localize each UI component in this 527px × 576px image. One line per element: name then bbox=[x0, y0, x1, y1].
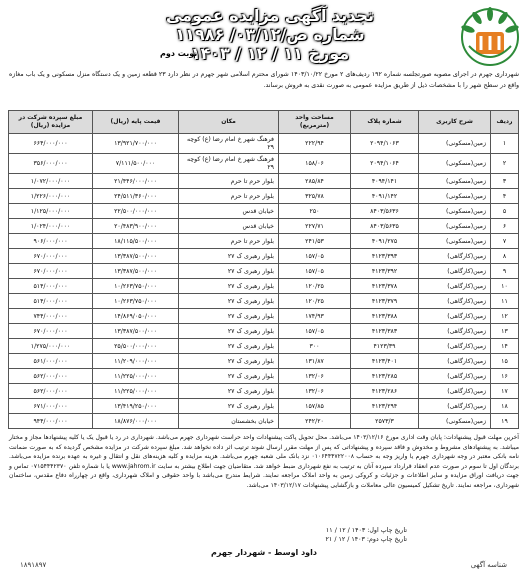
table-cell: ۲۰/۴۸۳/۹۰۰/۰۰۰ bbox=[93, 219, 179, 234]
table-cell: بلوار رهبری ک ۲۷ bbox=[179, 264, 279, 279]
table-cell: ۲ bbox=[491, 154, 519, 174]
table-cell: زمین(کارگاهی) bbox=[419, 294, 491, 309]
table-cell: ۱۸ bbox=[491, 399, 519, 414]
table-cell: ۲۴۱/۵۳ bbox=[279, 234, 351, 249]
table-cell: بلوار رهبری ک ۲۷ bbox=[179, 384, 279, 399]
table-cell: ۱۰/۲۶۳/۷۵۰/۰۰۰ bbox=[93, 294, 179, 309]
table-body bbox=[9, 134, 519, 429]
table-cell: بلوار رهبری ک ۲۷ bbox=[179, 279, 279, 294]
table-cell: بلوار رهبری ک ۲۷ bbox=[179, 339, 279, 354]
column-header: مکان bbox=[179, 111, 279, 134]
column-header: شرح کاربری bbox=[419, 111, 491, 134]
table-cell: ۱/۱۲۵/۰۰۰/۰۰۰ bbox=[9, 204, 93, 219]
table-cell: ۵۱۴/۰۰۰/۰۰۰ bbox=[9, 294, 93, 309]
table-cell: ۱۲۰/۲۵ bbox=[279, 279, 351, 294]
table-cell: زمین(کارگاهی) bbox=[419, 264, 491, 279]
table-cell: زمین(مسکونی) bbox=[419, 134, 491, 154]
table-cell: ۱۲ bbox=[491, 309, 519, 324]
table-cell: ۹۰۶/۰۰۰/۰۰۰ bbox=[9, 234, 93, 249]
table-cell: ۳ bbox=[491, 174, 519, 189]
table-cell: ۱۳/۳۸۷/۵۰۰/۰۰۰ bbox=[93, 249, 179, 264]
table-cell: فرهنگ شهر خ امام رضا (ع) کوچه ۲۹ bbox=[179, 134, 279, 154]
table-cell: ۴۰۹۱/۱۴۲ bbox=[351, 189, 419, 204]
table-cell: ۵۶۱/۰۰۰/۰۰۰ bbox=[9, 354, 93, 369]
table-cell: ۱۱/۲۰۹/۰۰۰/۰۰۰ bbox=[93, 354, 179, 369]
table-cell: زمین(مسکونی) bbox=[419, 189, 491, 204]
table-row bbox=[9, 174, 519, 189]
table-cell: ۱۵۷/۰۵ bbox=[279, 264, 351, 279]
table-cell: ۳۰۰ bbox=[279, 339, 351, 354]
table-cell: زمین(مسکونی) bbox=[419, 204, 491, 219]
table-row bbox=[9, 324, 519, 339]
table-cell: ۴ bbox=[491, 189, 519, 204]
intro-paragraph: شهرداری جهرم در اجرای مصوبه صورتجلسه شماره ۱۹۲ ردیف‌های ۲ مورخ ۱۴۰۳/۱۰/۲۲ شورای محترم اسلامی شهر جهرم در نظر دارد ۲۳ قطعه زمین و یک دستگاه منزل مسکونی و یک باب مغازه واقع در سطح شهر را با مشخصات ذیل از طریق مزایده عمومی به صورت نقدی به فروش برساند. bbox=[9, 71, 519, 89]
table-cell: خیابان قدس bbox=[179, 219, 279, 234]
table-row bbox=[9, 309, 519, 324]
table-cell: ۱۳۲/۰۶ bbox=[279, 369, 351, 384]
table-cell: ۶۷۰/۰۰۰/۰۰۰ bbox=[9, 264, 93, 279]
table-cell: خیابان بخشستان bbox=[179, 414, 279, 429]
table-cell: ۶۶۴/۰۰۰/۰۰۰ bbox=[9, 134, 93, 154]
table-cell: ۱۷۴/۹۳ bbox=[279, 309, 351, 324]
notice-date: مورخ ۱۱ / ۱۲ / ۱۴۰۳ bbox=[190, 44, 350, 63]
table-cell: ۱۶ bbox=[491, 369, 519, 384]
notice-id: ۱۸۹۱۸۹۷ bbox=[20, 561, 47, 569]
table-cell: ۱۳ bbox=[491, 324, 519, 339]
table-cell: ۱۳۱/۸۷ bbox=[279, 354, 351, 369]
table-cell: ۹۴۴/۰۰۰/۰۰۰ bbox=[9, 414, 93, 429]
column-header: قیمت پایه (ریال) bbox=[93, 111, 179, 134]
table-cell: ۱۵۷/۰۵ bbox=[279, 324, 351, 339]
column-header: شماره پلاک bbox=[351, 111, 419, 134]
table-row bbox=[9, 189, 519, 204]
table-row bbox=[9, 204, 519, 219]
table-cell: بلوار رهبری ک ۲۷ bbox=[179, 399, 279, 414]
table-cell: ۲۲/۵۰۰/۰۰۰/۰۰۰ bbox=[93, 204, 179, 219]
table-cell: ۱/۲۷۵/۰۰۰/۰۰۰ bbox=[9, 339, 93, 354]
turn-badge: نوبت دوم bbox=[160, 49, 198, 58]
table-cell: زمین(کارگاهی) bbox=[419, 279, 491, 294]
table-row bbox=[9, 234, 519, 249]
table-cell: ۱۵۷/۰۵ bbox=[279, 249, 351, 264]
table-cell: ۷ bbox=[491, 234, 519, 249]
table-row bbox=[9, 154, 519, 174]
table-cell: ۶۷۰/۰۰۰/۰۰۰ bbox=[9, 249, 93, 264]
table-row bbox=[9, 354, 519, 369]
table-cell: فرهنگ شهر خ امام رضا (ع) کوچه ۲۹ bbox=[179, 154, 279, 174]
table-cell: زمین(مسکونی) bbox=[419, 219, 491, 234]
table-row bbox=[9, 339, 519, 354]
table-cell: ۴۱۲۳/۳۷۹ bbox=[351, 294, 419, 309]
table-cell: خیابان قدس bbox=[179, 204, 279, 219]
notice-id-label: شناسه آگهی bbox=[470, 561, 507, 569]
table-cell: ۱۱/۲۲۵/۰۰۰/۰۰۰ bbox=[93, 369, 179, 384]
table-cell: ۵ bbox=[491, 204, 519, 219]
table-cell: ۴۱۲۳/۳۸۸ bbox=[351, 309, 419, 324]
table-cell: ۲۲۲/۹۴ bbox=[279, 134, 351, 154]
table-cell: ۱۳۲/۰۶ bbox=[279, 384, 351, 399]
table-cell: ۸ bbox=[491, 249, 519, 264]
table-cell: ۲۰۹۴/۱۰۶۴ bbox=[351, 154, 419, 174]
table-cell: زمین(مسکونی) bbox=[419, 234, 491, 249]
table-cell: ۴۱۲۳/۳۹۲ bbox=[351, 264, 419, 279]
table-cell: ۴۱۲۳/۲۹۴ bbox=[351, 399, 419, 414]
notice-number: شماره ص/۰۳/۱۲/ ۱۱۹۸۶ bbox=[175, 25, 365, 44]
table-cell: ۳۲۵/۷۸ bbox=[279, 189, 351, 204]
table-row bbox=[9, 369, 519, 384]
table-cell: زمین(کارگاهی) bbox=[419, 339, 491, 354]
table-cell: ۱۳/۳۸۷/۵۰۰/۰۰۰ bbox=[93, 264, 179, 279]
table-cell: ۷/۱۱۱/۵۰۰/۰۰۰ bbox=[93, 154, 179, 174]
table-cell: ۱۵ bbox=[491, 354, 519, 369]
column-header: مساحت واحد (مترمربع) bbox=[279, 111, 351, 134]
table-cell: زمین(کارگاهی) bbox=[419, 354, 491, 369]
table-cell: بلوار رهبری ک ۲۷ bbox=[179, 354, 279, 369]
table-cell: بلوار رهبری ک ۲۷ bbox=[179, 294, 279, 309]
table-cell: زمین(کارگاهی) bbox=[419, 249, 491, 264]
table-cell: زمین(مسکونی) bbox=[419, 174, 491, 189]
table-cell: ۱۰/۲۶۳/۷۵۰/۰۰۰ bbox=[93, 279, 179, 294]
column-header: ردیف bbox=[491, 111, 519, 134]
table-row bbox=[9, 264, 519, 279]
table-cell: ۲۰۹۴/۱۰۶۳ bbox=[351, 134, 419, 154]
table-row bbox=[9, 249, 519, 264]
table-row bbox=[9, 384, 519, 399]
table-cell: ۴۱۲۳/۲۸۶ bbox=[351, 384, 419, 399]
table-row bbox=[9, 399, 519, 414]
table-cell: بلوار رهبری ک ۲۷ bbox=[179, 369, 279, 384]
table-cell: زمین(کارگاهی) bbox=[419, 384, 491, 399]
table-cell: ۲۴/۵۱۱/۳۶۰/۰۰۰ bbox=[93, 189, 179, 204]
table-cell: زمین(کارگاهی) bbox=[419, 309, 491, 324]
table-cell: ۴۱۲۳/۲۸۵ bbox=[351, 369, 419, 384]
table-cell: ۵۱۴/۰۰۰/۰۰۰ bbox=[9, 279, 93, 294]
table-cell: ۶ bbox=[491, 219, 519, 234]
table-cell: زمین(مسکونی) bbox=[419, 154, 491, 174]
table-cell: بلوار رهبری ک ۲۷ bbox=[179, 324, 279, 339]
table-row bbox=[9, 134, 519, 154]
table-cell: ۲۵۷۳/۳ bbox=[351, 414, 419, 429]
table-cell: زمین(کارگاهی) bbox=[419, 324, 491, 339]
table-cell: ۴۱۲۳/۳۸۳ bbox=[351, 324, 419, 339]
table-cell: بلوار حرم تا حرم bbox=[179, 189, 279, 204]
table-cell: ۴۱۲۳/۳۷۸ bbox=[351, 279, 419, 294]
table-cell: ۱۴/۸۶۹/۰۵۰/۰۰۰ bbox=[93, 309, 179, 324]
table-cell: ۱۳/۹۲۱/۷۰۰/۰۰۰ bbox=[93, 134, 179, 154]
table-header-row bbox=[9, 111, 519, 134]
notice-header bbox=[0, 4, 527, 66]
column-header: مبلغ سپرده شرکت در مزایده (ریال) bbox=[9, 111, 93, 134]
table-cell: ۹ bbox=[491, 264, 519, 279]
first-print-date: تاریخ چاپ اول: ۱۴۰۳ / ۱۲ / ۱۱ bbox=[325, 527, 407, 534]
table-cell: زمین(کارگاهی) bbox=[419, 399, 491, 414]
footer-bar bbox=[0, 560, 527, 574]
table-cell: ۱۴ bbox=[491, 339, 519, 354]
table-cell: ۱/۲۲۶/۰۰۰/۰۰۰ bbox=[9, 189, 93, 204]
table-cell: ۱۵۸/۰۶ bbox=[279, 154, 351, 174]
table-cell: زمین(مسکونی) bbox=[419, 414, 491, 429]
table-cell: ۲۸۵/۸۴ bbox=[279, 174, 351, 189]
table-row bbox=[9, 279, 519, 294]
table-cell: ۲۴۲/۲۰ bbox=[279, 414, 351, 429]
table-cell: ۱/۰۲۴/۰۰۰/۰۰۰ bbox=[9, 219, 93, 234]
table-cell: ۶۷۰/۰۰۰/۰۰۰ bbox=[9, 324, 93, 339]
table-cell: ۱ bbox=[491, 134, 519, 154]
table-cell: ۱۵۷/۸۵ bbox=[279, 399, 351, 414]
table-cell: ۱/۰۷۲/۰۰۰/۰۰۰ bbox=[9, 174, 93, 189]
table-cell: ۱۸/۸۷۶/۰۰۰/۰۰۰ bbox=[93, 414, 179, 429]
table-cell: ۱۱/۲۲۵/۰۰۰/۰۰۰ bbox=[93, 384, 179, 399]
table-cell: ۱۳/۴۱۹/۲۵۰/۰۰۰ bbox=[93, 399, 179, 414]
table-cell: ۷۴۴/۰۰۰/۰۰۰ bbox=[9, 309, 93, 324]
table-cell: ۴۱۲۳/۳۹ bbox=[351, 339, 419, 354]
table-cell: ۵۶۲/۰۰۰/۰۰۰ bbox=[9, 384, 93, 399]
table-cell: زمین(کارگاهی) bbox=[419, 369, 491, 384]
conditions-paragraph: آخرین مهلت قبول پیشنهادات: پایان وقت اداری مورخ ۱۴۰۳/۱۲/۱۶ می‌باشد. محل تحویل پاکت پیشنهادات واحد حراست شهرداری جهرم می‌باشد. شهرداری در رد یا قبول یک یا کلیه پیشنهادها مجاز و مختار میباشد. به پیشنهادهای مشروط و مخدوش و فاقد سپرده و پیشنهاداتی که پس از مهلت مقرر ارسال شوند ترتیب اثر داده نخواهد شد. مبلغ سپرده شرکت در مزایده مشخص گردیده که به صورت ضمانت نامه بانکی معتبر در وجه شهرداری جهرم یا واریز وجه به حساب ۰۱۰۶۴۴۴۷۲۲۰۰۸ نزد بانک ملی شعبه جهرم می‌باشد. هزینه مزایده و کلیه هزینه‌های نقل و انتقال و غیره به عهده برنده مزایده می‌باشد. برندگان اول تا سوم در صورت عدم انعقاد قرارداد سپرده آنان به ترتیب به نفع شهرداری ضبط خواهد شد. متقاضیان جهت اطلاع بیشتر به سایت www.jahrom.ir یا با شماره تلفن ۰۷۱۵۴۴۴۲۳۷۰ تماس و جهت دریافت اوراق مزایده و سایر اطلاعات و جزئیات و کروکی زمین به واحد املاک مراجعه نمایند. شرایط مندرج می‌باشد با واحد حقوقی و املاک شهرداری، واقع در چهارراه دفاع مقدس، ساختمان شهرداری، مراجعه نمایند. تاریخ تشکیل کمیسیون عالی معاملات و بازگشایی پیشنهادات ۱۴۰۳/۱۲/۱۷ می‌باشد. bbox=[9, 434, 519, 489]
table-cell: ۲۲۷/۷۱ bbox=[279, 219, 351, 234]
table-cell: ۳۵۶/۰۰۰/۰۰۰ bbox=[9, 154, 93, 174]
second-print-date: تاریخ چاپ دوم: ۱۴۰۳ / ۱۲ / ۲۱ bbox=[325, 536, 407, 543]
table-cell: بلوار حرم تا حرم bbox=[179, 174, 279, 189]
table-cell: ۲۵۰ bbox=[279, 204, 351, 219]
table-cell: ۵۶۲/۰۰۰/۰۰۰ bbox=[9, 369, 93, 384]
table-cell: ۱۲۰/۲۵ bbox=[279, 294, 351, 309]
table-cell: ۴۱۲۳/۳۹۳ bbox=[351, 249, 419, 264]
table-cell: ۶۷۱/۰۰۰/۰۰۰ bbox=[9, 399, 93, 414]
table-cell: ۱۷ bbox=[491, 384, 519, 399]
table-cell: ۱۸/۱۱۵/۵۰۰/۰۰۰ bbox=[93, 234, 179, 249]
table-cell: ۱۳/۳۸۷/۵۰۰/۰۰۰ bbox=[93, 324, 179, 339]
table-cell: بلوار حرم تا حرم bbox=[179, 234, 279, 249]
table-cell: ۸۴۰۳/۵۶۳۶ bbox=[351, 204, 419, 219]
auction-items-table bbox=[8, 110, 519, 429]
table-cell: ۱۹ bbox=[491, 414, 519, 429]
table-cell: ۴۰۹۴/۱۴۱ bbox=[351, 174, 419, 189]
table-cell: ۸۴۰۳/۵۶۳۵ bbox=[351, 219, 419, 234]
table-cell: ۱۱ bbox=[491, 294, 519, 309]
table-cell: ۲۵/۵۰۰/۰۰۰/۰۰۰ bbox=[93, 339, 179, 354]
table-cell: ۴۰۹۱/۲۷۵ bbox=[351, 234, 419, 249]
mayor-signature: داود اوسط - شهردار جهرم bbox=[211, 548, 317, 557]
table-cell: ۴۱۲۳/۴۰۱ bbox=[351, 354, 419, 369]
table-row bbox=[9, 219, 519, 234]
table-row bbox=[9, 414, 519, 429]
table-row bbox=[9, 294, 519, 309]
table-cell: ۲۱/۴۴۶/۰۰۰/۰۰۰ bbox=[93, 174, 179, 189]
table-cell: بلوار رهبری ک ۲۷ bbox=[179, 309, 279, 324]
table-cell: بلوار رهبری ک ۲۷ bbox=[179, 249, 279, 264]
notice-title: تجدید آگهی مزایده عمومی bbox=[165, 6, 375, 25]
jahrom-municipality-logo-icon bbox=[459, 6, 521, 68]
table-cell: ۱۰ bbox=[491, 279, 519, 294]
